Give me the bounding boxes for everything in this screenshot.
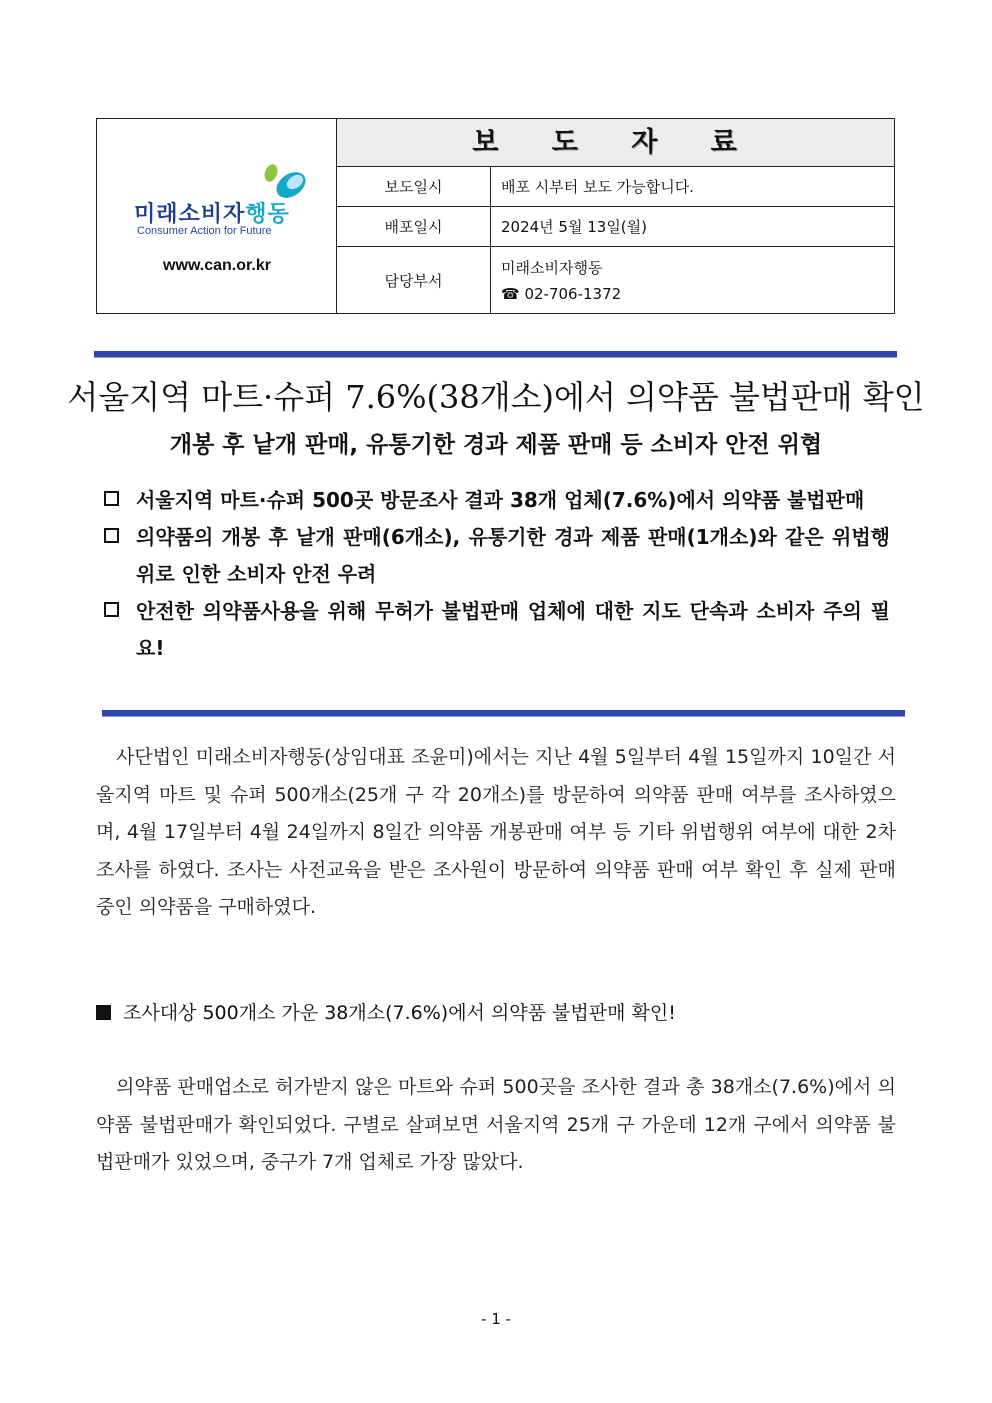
row-distribution-date: [337, 207, 894, 247]
summary-bullets: [104, 482, 890, 667]
subheadline: 개봉 후 낱개 판매, 유통기한 경과 제품 판매 등 소비자 안전 위협: [169, 432, 823, 458]
row-label: 담당부서: [337, 247, 491, 313]
divider-bar-bottom: [102, 710, 905, 717]
checkbox-bullet-icon: [104, 602, 119, 617]
checkbox-bullet-icon: [104, 491, 119, 506]
logo-cell: [97, 119, 337, 313]
checkbox-bullet-icon: [104, 528, 119, 543]
section-heading: 조사대상 500개소 가운 38개소(7.6%)에서 의약품 불법판매 확인!: [96, 998, 676, 1025]
row-value: 배포 시부터 보도 가능합니다.: [501, 178, 694, 196]
list-item: 의약품의 개봉 후 낱개 판매(6개소), 유통기한 경과 제품 판매(1개소)와 같은 위법행위로 인한 소비자 안전 우려: [104, 519, 890, 593]
list-item: 서울지역 마트·슈퍼 500곳 방문조사 결과 38개 업체(7.6%)에서 의약품 불법판매: [104, 482, 890, 519]
row-label: 보도일시: [337, 167, 491, 206]
website-url[interactable]: www.can.or.kr: [163, 257, 271, 274]
logo-korean-name: 미래소비자행동: [134, 202, 290, 227]
divider-bar-top: [94, 351, 897, 358]
document-type-title: 보 도 자 료: [337, 119, 894, 167]
body-paragraph-1: 사단법인 미래소비자행동(상임대표 조윤미)에서는 지난 4월 5일부터 4월 15일까지 10일간 서울지역 마트 및 슈퍼 500개소(25개 구 각 20개소)를 방문하여 의약품 판매 여부를 조사하였으며, 4월 17일부터 4월 24일까지 8일간 의약품 개봉판매 여부 등 기타 위법행위 여부에 대한 2차 조사를 하였다. 조사는 사전교육을 받은 조사원이 방문하여 의약품 판매 여부 확인 후 실제 판매 중인 의약품을 구매하였다.: [96, 746, 896, 918]
row-value: [501, 247, 621, 321]
row-value: 2024년 5월 13일(월): [501, 218, 648, 236]
logo-english-name: Consumer Action for Future: [137, 225, 272, 237]
row-department: [337, 247, 894, 313]
list-item: 안전한 의약품사용을 위해 무허가 불법판매 업체에 대한 지도 단속과 소비자 주의 필요!: [104, 593, 890, 667]
phone-number: ☎ 02-706-1372: [501, 285, 622, 303]
row-label: 배포일시: [337, 207, 491, 246]
press-release-header-table: [96, 118, 895, 314]
page-number: - 1 -: [481, 1310, 511, 1328]
row-release-time: [337, 167, 894, 207]
square-bullet-icon: [96, 1005, 111, 1020]
department-name: 미래소비자행동: [501, 259, 603, 277]
body-paragraph-2: 의약품 판매업소로 허가받지 않은 마트와 슈퍼 500곳을 조사한 결과 총 38개소(7.6%)에서 의약품 불법판매가 확인되었다. 구별로 살펴보면 서울지역 25개 구 가운데 12개 구에서 의약품 불법판매가 있었으며, 중구가 7개 업체로 가장 많았다.: [96, 1076, 896, 1173]
headline: 서울지역 마트·슈퍼 7.6%(38개소)에서 의약품 불법판매 확인: [67, 378, 925, 416]
